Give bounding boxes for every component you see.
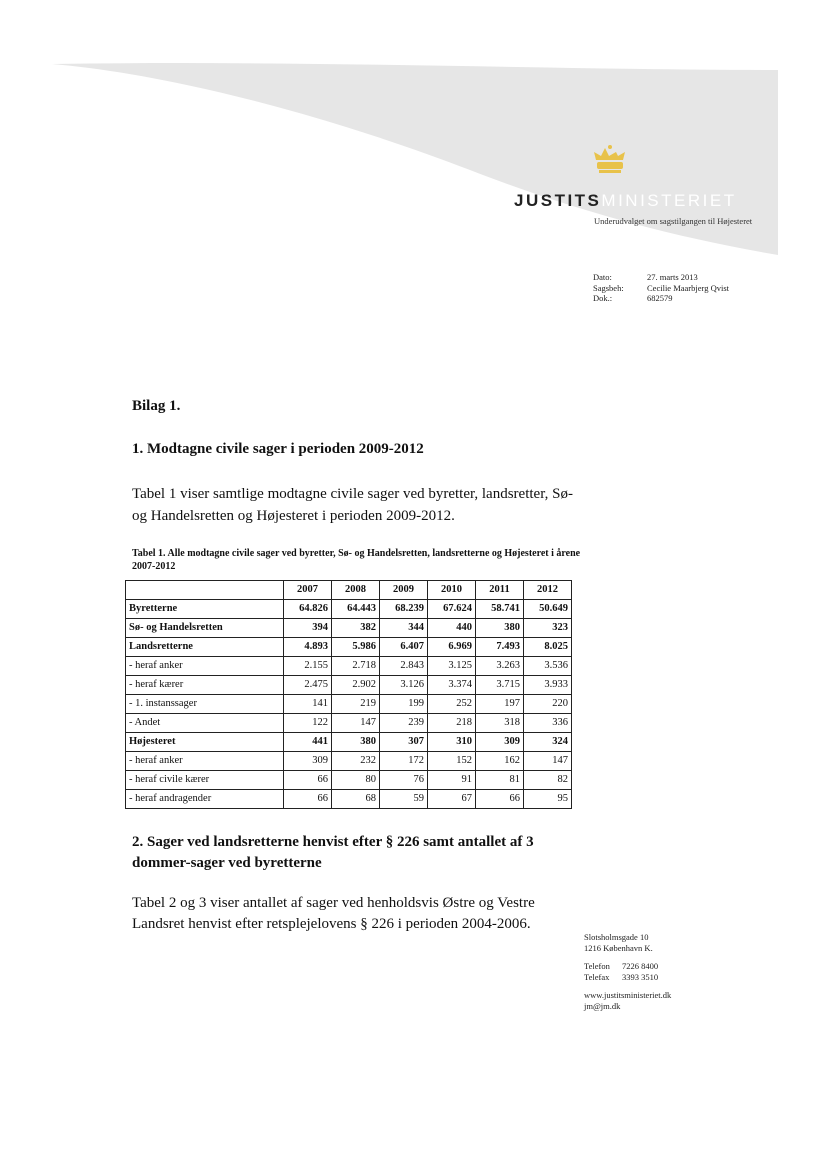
table-row: [126, 676, 572, 695]
table-cell: 59: [380, 790, 428, 809]
table-cell: 68: [332, 790, 380, 809]
table-cell: 441: [284, 733, 332, 752]
column-header: 2010: [428, 581, 476, 600]
address-city: 1216 København K.: [584, 942, 653, 953]
logo-dark: JUSTITS: [514, 191, 602, 210]
table-cell: 307: [380, 733, 428, 752]
table-cell: 197: [476, 695, 524, 714]
table-cell: 3.263: [476, 657, 524, 676]
table-cell: 91: [428, 771, 476, 790]
table-cell: 310: [428, 733, 476, 752]
address-street: Slotsholmsgade 10: [584, 932, 649, 942]
table-row: [126, 733, 572, 752]
table-cell: 6.407: [380, 638, 428, 657]
table-cell: 122: [284, 714, 332, 733]
ministry-address: [584, 932, 671, 1019]
fax-number: 3393 3510: [622, 971, 659, 982]
table-row: [126, 600, 572, 619]
table-row: [126, 771, 572, 790]
row-label: - heraf andragender: [126, 790, 284, 809]
table-cell: 2.902: [332, 676, 380, 695]
table-cell: 147: [332, 714, 380, 733]
table-cell: 64.826: [284, 600, 332, 619]
table-cell: 2.475: [284, 676, 332, 695]
table-cell: 152: [428, 752, 476, 771]
table-cell: 67.624: [428, 600, 476, 619]
table-cell: 66: [284, 790, 332, 809]
table-row: [126, 752, 572, 771]
table-row: [126, 638, 572, 657]
row-label: - Andet: [126, 714, 284, 733]
table-cell: 3.126: [380, 676, 428, 695]
row-label: - heraf kærer: [126, 676, 284, 695]
section2-heading: 2. Sager ved landsretterne henvist efter § 226 samt antallet af 3 dommer-sager ved byretterne: [132, 834, 534, 871]
phone-number: 7226 8400: [622, 961, 659, 971]
row-label: - 1. instanssager: [126, 695, 284, 714]
column-header: 2012: [524, 581, 572, 600]
table-cell: 2.155: [284, 657, 332, 676]
table-cell: 64.443: [332, 600, 380, 619]
table-row: [126, 695, 572, 714]
section1-heading: 1. Modtagne civile sager i perioden 2009-2012: [132, 441, 424, 457]
row-label: - heraf anker: [126, 752, 284, 771]
table-caption: Tabel 1. Alle modtagne civile sager ved byretter, Sø- og Handelsretten, landsretterne og Højesteret i årene 2007-2012: [132, 548, 581, 572]
table-cell: 382: [332, 619, 380, 638]
ministry-logo-text: [514, 191, 737, 211]
website-link[interactable]: www.justitsministeriet.dk: [584, 990, 672, 1000]
table-cell: 380: [476, 619, 524, 638]
table-row: [126, 714, 572, 733]
table-cell: 7.493: [476, 638, 524, 657]
row-label: - heraf civile kærer: [126, 771, 284, 790]
row-label: Sø- og Handelsretten: [126, 619, 284, 638]
table-cell: 3.125: [428, 657, 476, 676]
table-cell: 323: [524, 619, 572, 638]
table-row: [126, 619, 572, 638]
table-cell: 3.374: [428, 676, 476, 695]
row-label: Byretterne: [126, 600, 284, 619]
table-cell: 76: [380, 771, 428, 790]
table-cell: 324: [524, 733, 572, 752]
table-cell: 336: [524, 714, 572, 733]
column-header: 2008: [332, 581, 380, 600]
column-header: 2009: [380, 581, 428, 600]
meta-label: Sagsbeh:: [593, 282, 624, 293]
table-cell: 80: [332, 771, 380, 790]
section1-text: Tabel 1 viser samtlige modtagne civile sager ved byretter, landsretter, Sø- og Handelsretten og Højesteret i perioden 2009-2012.: [132, 486, 573, 524]
table-cell: 440: [428, 619, 476, 638]
table-cell: 309: [284, 752, 332, 771]
table-cell: 68.239: [380, 600, 428, 619]
table-row: [126, 657, 572, 676]
meta-label: Dato:: [593, 272, 612, 282]
table-cell: 394: [284, 619, 332, 638]
table-cell: 82: [524, 771, 572, 790]
letterhead: [0, 0, 828, 260]
table-cell: 8.025: [524, 638, 572, 657]
table-row: [126, 790, 572, 809]
table-cell: 50.649: [524, 600, 572, 619]
table-cell: 147: [524, 752, 572, 771]
table-cell: 239: [380, 714, 428, 733]
meta-label: Dok.:: [593, 293, 613, 303]
table-cell: 2.843: [380, 657, 428, 676]
table-cell: 162: [476, 752, 524, 771]
meta-value: Cecilie Maarbjerg Qvist: [647, 282, 729, 293]
table-cell: 5.986: [332, 638, 380, 657]
logo-light: MINISTERIET: [601, 191, 737, 210]
table-cell: 3.536: [524, 657, 572, 676]
table-cell: 344: [380, 619, 428, 638]
phone-label: Telefon: [584, 961, 610, 971]
table-cell: 232: [332, 752, 380, 771]
table-cell: 3.715: [476, 676, 524, 695]
column-header: 2007: [284, 581, 332, 600]
row-label: Landsretterne: [126, 638, 284, 657]
table-cell: 172: [380, 752, 428, 771]
meta-value: 682579: [647, 293, 673, 303]
table-cell: 218: [428, 714, 476, 733]
table-cell: 67: [428, 790, 476, 809]
table-cell: 252: [428, 695, 476, 714]
cases-table: [125, 580, 572, 809]
table-cell: 219: [332, 695, 380, 714]
column-header: 2011: [476, 581, 524, 600]
department-name: Underudvalget om sagstilgangen til Højesteret: [594, 216, 753, 226]
meta-value: 27. marts 2013: [647, 272, 698, 282]
section2-text: Tabel 2 og 3 viser antallet af sager ved henholdsvis Østre og Vestre Landsret henvist efter retsplejelovens § 226 i perioden 2004-2006.: [132, 895, 535, 932]
row-label: - heraf anker: [126, 657, 284, 676]
table-cell: 3.933: [524, 676, 572, 695]
table-cell: 95: [524, 790, 572, 809]
appendix-title: Bilag 1.: [132, 398, 181, 414]
table-cell: 4.893: [284, 638, 332, 657]
email-link[interactable]: jm@jm.dk: [584, 1000, 621, 1011]
table-cell: 6.969: [428, 638, 476, 657]
row-label: Højesteret: [126, 733, 284, 752]
table-cell: 199: [380, 695, 428, 714]
table-cell: 220: [524, 695, 572, 714]
table-header-row: [126, 581, 572, 600]
column-header: [126, 581, 284, 600]
table-cell: 81: [476, 771, 524, 790]
table-cell: 66: [284, 771, 332, 790]
fax-label: Telefax: [584, 971, 610, 982]
table-cell: 2.718: [332, 657, 380, 676]
table-cell: 58.741: [476, 600, 524, 619]
table-cell: 318: [476, 714, 524, 733]
document-meta: [593, 272, 729, 304]
table-cell: 141: [284, 695, 332, 714]
table-cell: 309: [476, 733, 524, 752]
table-cell: 380: [332, 733, 380, 752]
table-cell: 66: [476, 790, 524, 809]
